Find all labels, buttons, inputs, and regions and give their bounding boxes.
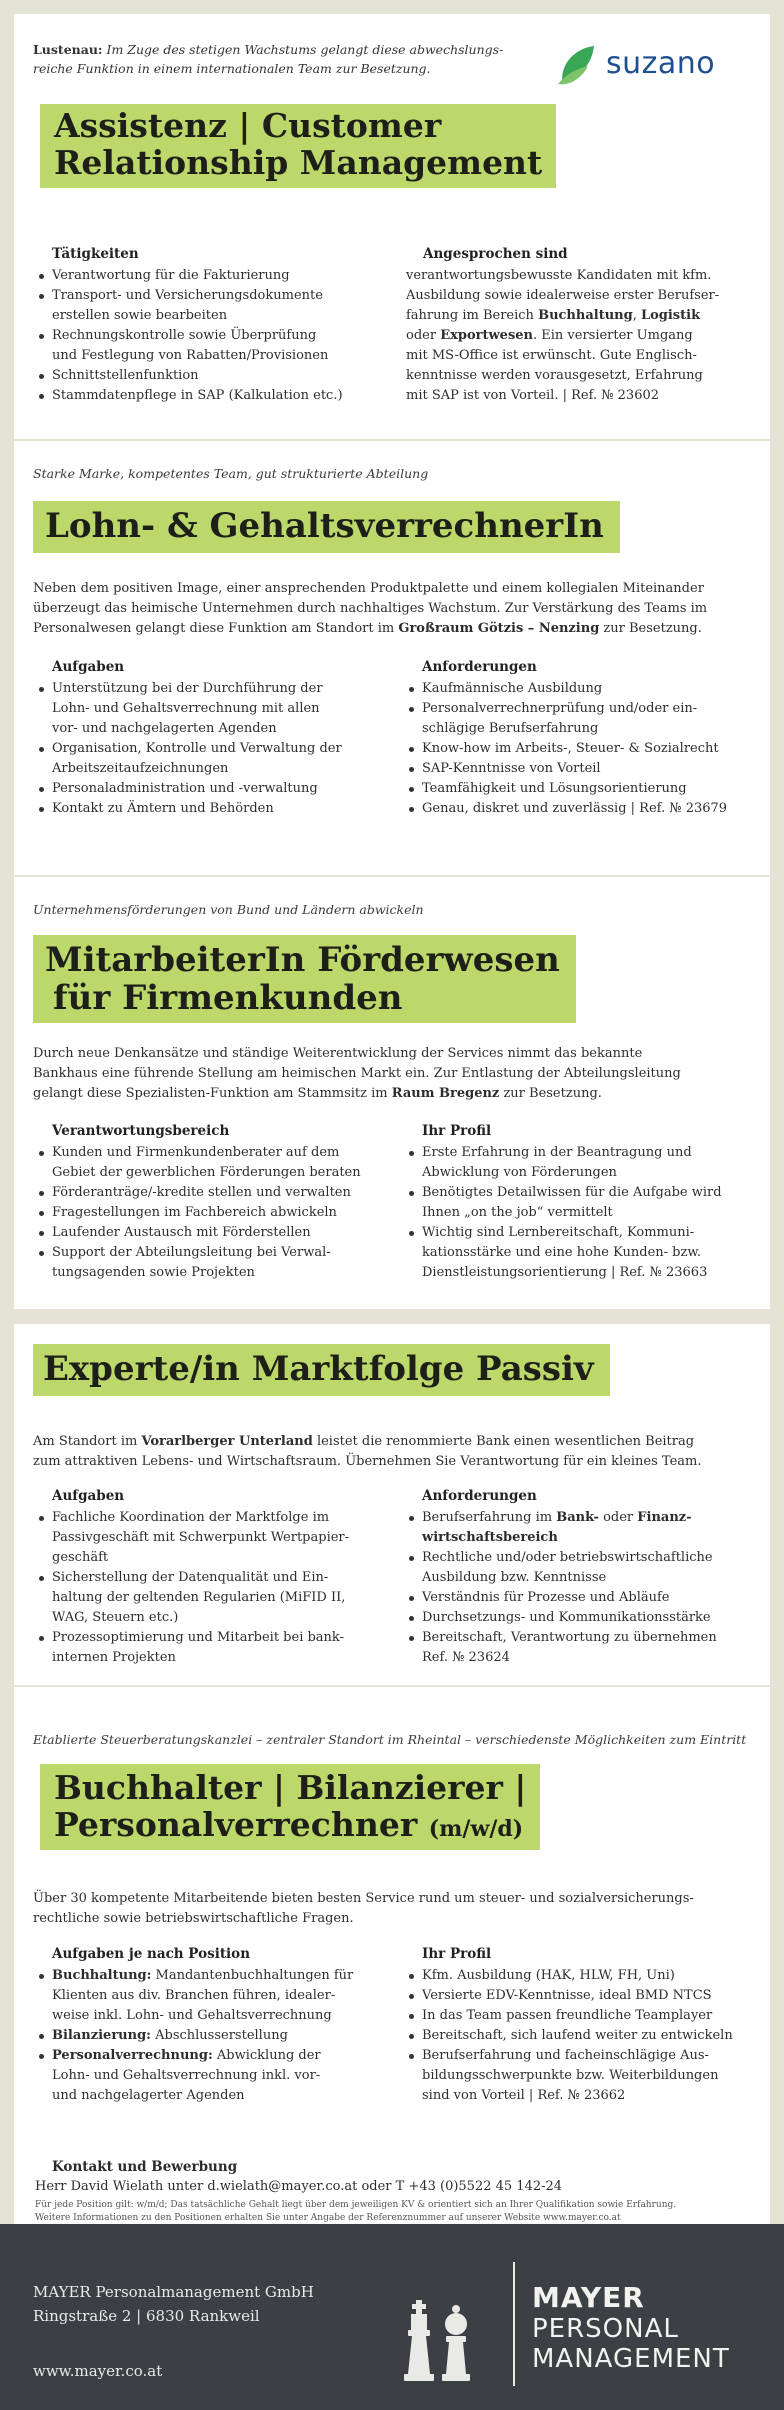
ad2-left-column	[35, 657, 365, 819]
ad5-left-title: Aufgaben je nach Position	[52, 1946, 251, 1962]
list-item: Support der Abteilungsleitung bei Verwal-	[35, 1243, 365, 1263]
list-item: Klienten aus div. Branchen führen, idealer-	[52, 1988, 336, 2003]
list-item: schlägige Berufserfahrung	[422, 721, 599, 736]
intro-line: Bankhaus eine führende Stellung am heimischen Markt ein. Zur Entlastung der Abteilungsleitung	[33, 1066, 681, 1081]
ad5-right-column	[405, 1944, 755, 2106]
list-item: weise inkl. Lohn- und Gehaltsverrechnung	[52, 2008, 332, 2023]
fine-print: Weitere Informationen zu den Positionen erhalten Sie unter Angabe der Referenznummer auf unserer Website www.mayer.co.at	[35, 2213, 621, 2223]
ad5-title-line2	[54, 1804, 526, 1844]
list-item: Ausbildung bzw. Kenntnisse	[422, 1570, 607, 1585]
ad2-intro	[33, 579, 753, 639]
ad5-intro	[33, 1889, 753, 1929]
location-bold: Vorarlberger Unterland	[141, 1434, 313, 1449]
chess-pieces-icon	[396, 2276, 476, 2386]
list-item: Transport- und Versicherungsdokumente	[35, 286, 365, 306]
ad1-intro-text: Im Zuge des stetigen Wachstums gelangt diese abwechslungs-reiche Funktion in einem internationalen Team zur Besetzung.	[33, 42, 504, 76]
text-span: Abwicklung der	[212, 2048, 321, 2063]
ad4-title: Experte/in Marktfolge Passiv	[33, 1344, 610, 1396]
list-item: internen Projekten	[52, 1650, 176, 1665]
list-item: Kaufmännische Ausbildung	[405, 679, 755, 699]
location-bold: Raum Bregenz	[391, 1086, 500, 1101]
ad1-right-column	[406, 244, 756, 406]
list-item: sind von Vorteil | Ref. № 23662	[422, 2088, 626, 2103]
list-item	[35, 2026, 365, 2046]
ad1-right-line: mit SAP ist von Vorteil. | Ref. № 23602	[406, 388, 660, 403]
bold-span: Buchhaltung	[538, 308, 633, 323]
text-span: Mandantenbuchhaltungen für	[151, 1968, 354, 1983]
ad3-right-title: Ihr Profil	[422, 1123, 492, 1139]
text-span: ,	[632, 308, 641, 323]
list-item: Teamfähigkeit und Lösungsorientierung	[405, 779, 755, 799]
bold-span: Buchhaltung:	[52, 1968, 152, 1983]
text-span: gelangt diese Spezialisten-Funktion am Stammsitz im	[33, 1086, 392, 1101]
ad2-title: Lohn- & GehaltsverrechnerIn	[33, 501, 620, 553]
list-item: Durchsetzungs- und Kommunikationsstärke	[405, 1608, 755, 1628]
text-span: . Ein versierter Umgang	[532, 328, 693, 343]
list-item: vor- und nachgelagerten Agenden	[52, 721, 277, 736]
contact-line: Herr David Wielath unter d.wielath@mayer.co.at oder T +43 (0)5522 45 142-24	[35, 2179, 563, 2194]
ad4-right-column	[405, 1486, 755, 1668]
intro-line: überzeugt das heimische Unternehmen durch nachhaltiges Wachstum. Zur Verstärkung des Teams im	[33, 601, 708, 616]
ad3-title-line1: MitarbeiterIn Förderwesen	[45, 940, 560, 980]
suzano-logo	[556, 42, 756, 92]
contact-title: Kontakt und Bewerbung	[52, 2159, 238, 2175]
list-item: kationsstärke und eine hohe Kunden- bzw.	[422, 1245, 702, 1260]
intro-line: Durch neue Denkansätze und ständige Weiterentwicklung der Services nimmt das bekannte	[33, 1046, 643, 1061]
ad1-title-line2: Relationship Management	[54, 142, 543, 182]
ad2-tagline: Starke Marke, kompetentes Team, gut strukturierte Abteilung	[33, 466, 429, 481]
ad1-left-title: Tätigkeiten	[52, 246, 139, 262]
intro-line: Neben dem positiven Image, einer ansprechenden Produktpalette und einem kollegialen Miteinander	[33, 581, 704, 596]
website-link[interactable]: www.mayer.co.at	[33, 2362, 163, 2380]
list-item: Ihnen „on the job“ vermittelt	[422, 1205, 613, 1220]
list-item	[35, 2046, 365, 2066]
list-item: In das Team passen freundliche Teamplayer	[405, 2006, 755, 2026]
suzano-leaf-icon	[556, 44, 596, 88]
list-item: Schnittstellenfunktion	[35, 366, 365, 386]
list-item: Sicherstellung der Datenqualität und Ein-	[35, 1568, 365, 1588]
intro-line	[33, 619, 753, 639]
footer	[0, 2224, 784, 2410]
fine-print: Für jede Position gilt: w/m/d; Das tatsächliche Gehalt liegt über dem jeweiligen KV & orientiert sich an Ihrer Qualifikation sowie Erfahrung.	[35, 2200, 677, 2210]
bold-span: Logistik	[640, 308, 701, 323]
ad5-right-title: Ihr Profil	[422, 1946, 492, 1962]
intro-line: zum attraktiven Lebens- und Wirtschaftsraum. Übernehmen Sie Verantwortung für ein kleines Team.	[33, 1454, 702, 1469]
list-item: Bereitschaft, sich laufend weiter zu entwickeln	[405, 2026, 755, 2046]
ad3-left-column	[35, 1121, 365, 1283]
ad3-right-column	[405, 1121, 755, 1283]
job-ad-lohn-gehalt	[14, 441, 770, 875]
list-item: Versierte EDV-Kenntnisse, ideal BMD NTCS	[405, 1986, 755, 2006]
brand-line: MANAGEMENT	[532, 2344, 730, 2374]
list-item	[405, 1528, 755, 1548]
ad1-right-line: kenntnisse werden vorausgesetzt, Erfahrung	[406, 368, 703, 383]
list-item: Dienstleistungsorientierung | Ref. № 23663	[422, 1265, 708, 1280]
list-item: Laufender Austausch mit Förderstellen	[35, 1223, 365, 1243]
ad3-title-line2: für Firmenkunden	[53, 978, 403, 1019]
company-address	[33, 2280, 314, 2328]
ad1-intro	[33, 40, 533, 78]
ad1-right-title: Angesprochen sind	[423, 246, 568, 262]
ad3-intro	[33, 1044, 753, 1104]
brand-divider	[513, 2262, 515, 2386]
list-item: Gebiet der gewerblichen Förderungen beraten	[52, 1165, 361, 1180]
ad4-intro	[33, 1432, 753, 1472]
bold-span: wirtschaftsbereich	[422, 1530, 558, 1545]
list-item: Fachliche Koordination der Marktfolge im	[35, 1508, 365, 1528]
gender-suffix: (m/w/d)	[428, 1815, 524, 1842]
list-item: bildungsschwerpunkte bzw. Weiterbildungen	[422, 2068, 719, 2083]
list-item: Abwicklung von Förderungen	[422, 1165, 617, 1180]
text-span: fahrung im Bereich	[406, 308, 539, 323]
list-item	[35, 1966, 365, 1986]
text-span: zur Besetzung.	[599, 621, 702, 636]
intro-line	[33, 1084, 753, 1104]
ad1-right-line: Ausbildung sowie idealerweise erster Berufser-	[406, 288, 720, 303]
job-ad-foerderwesen	[14, 877, 770, 1309]
ad3-left-title: Verantwortungsbereich	[52, 1123, 230, 1139]
list-item: Wichtig sind Lernbereitschaft, Kommuni-	[405, 1223, 755, 1243]
brand-line: PERSONAL	[532, 2314, 679, 2344]
list-item: Kontakt zu Ämtern und Behörden	[35, 799, 365, 819]
list-item: Fragestellungen im Fachbereich abwickeln	[35, 1203, 365, 1223]
ad1-title-line1: Assistenz | Customer	[54, 106, 442, 145]
list-item: Förderanträge/-kredite stellen und verwalten	[35, 1183, 365, 1203]
ad4-left-title: Aufgaben	[52, 1488, 125, 1504]
ad4-left-column	[35, 1486, 365, 1668]
list-item: Personaladministration und -verwaltung	[35, 779, 365, 799]
ad5-title-line1: Buchhalter | Bilanzierer |	[54, 1768, 527, 1807]
list-item: Organisation, Kontrolle und Verwaltung der	[35, 739, 365, 759]
brand-line: MAYER	[532, 2281, 645, 2314]
text-span: zur Besetzung.	[499, 1086, 602, 1101]
text-span: oder	[598, 1510, 638, 1525]
bold-span: Finanz-	[637, 1510, 692, 1525]
list-item: Arbeitszeitaufzeichnungen	[52, 761, 229, 776]
list-item: tungsagenden sowie Projekten	[52, 1265, 255, 1280]
list-item: haltung der geltenden Regularien (MiFID II,	[52, 1590, 346, 1605]
list-item: Kfm. Ausbildung (HAK, HLW, FH, Uni)	[405, 1966, 755, 1986]
list-item: Lohn- und Gehaltsverrechnung inkl. vor-	[52, 2068, 321, 2083]
ad5-tagline: Etablierte Steuerberatungskanzlei – zentraler Standort im Rheintal – verschiedenste Möglichkeiten zum Eintritt	[33, 1732, 747, 1747]
intro-line: Über 30 kompetente Mitarbeitende bieten besten Service rund um steuer- und sozialversicherungs-	[33, 1891, 694, 1906]
text-span: oder	[406, 328, 441, 343]
ad1-left-column	[35, 244, 365, 406]
text-span: Abschlusserstellung	[150, 2028, 288, 2043]
list-item: Personalverrechnerprüfung und/oder ein-	[405, 699, 755, 719]
list-item: Unterstützung bei der Durchführung der	[35, 679, 365, 699]
list-item: Lohn- und Gehaltsverrechnung mit allen	[52, 701, 320, 716]
text-span: Personalverrechner	[54, 1804, 418, 1844]
list-item: WAG, Steuern etc.)	[52, 1610, 179, 1625]
bold-span: Exportwesen	[440, 328, 533, 343]
ad1-right-line	[406, 326, 756, 346]
list-item: Stammdatenpflege in SAP (Kalkulation etc.)	[35, 386, 365, 406]
text-span: Personalwesen gelangt diese Funktion am Standort im	[33, 621, 399, 636]
text-span: Am Standort im	[33, 1434, 142, 1449]
ad4-right-title: Anforderungen	[422, 1488, 537, 1504]
ad5-title	[40, 1764, 540, 1850]
ad3-tagline: Unternehmensförderungen von Bund und Ländern abwickeln	[33, 902, 424, 917]
ad1-right-line	[406, 306, 756, 326]
ad1-right-line: verantwortungsbewusste Kandidaten mit kfm.	[406, 268, 712, 283]
list-item: Ref. № 23624	[422, 1650, 510, 1665]
list-item: Genau, diskret und zuverlässig | Ref. № 23679	[405, 799, 755, 819]
list-item: Bereitschaft, Verantwortung zu übernehmen	[405, 1628, 755, 1648]
list-item: Verständnis für Prozesse und Abläufe	[405, 1588, 755, 1608]
job-ad-assistenz	[14, 14, 770, 439]
ad1-title	[40, 104, 556, 188]
intro-line: rechtliche sowie betriebswirtschaftliche Fragen.	[33, 1911, 354, 1926]
ad3-title	[33, 935, 576, 1023]
job-ad-buchhalter	[14, 1687, 770, 2224]
list-item: und nachgelagerter Agenden	[52, 2088, 245, 2103]
ad1-right-line: mit MS-Office ist erwünscht. Gute Englisch-	[406, 348, 697, 363]
company-street: Ringstraße 2 | 6830 Rankweil	[33, 2307, 260, 2325]
mayer-logo	[532, 2282, 730, 2374]
ad2-right-column	[405, 657, 755, 819]
list-item: Know-how im Arbeits-, Steuer- & Sozialrecht	[405, 739, 755, 759]
job-ad-marktfolge	[14, 1324, 770, 1685]
text-span: Berufserfahrung im	[422, 1510, 557, 1525]
text-span: leistet die renommierte Bank einen wesentlichen Beitrag	[312, 1434, 695, 1449]
list-item: Rechnungskontrolle sowie Überprüfung	[35, 326, 365, 346]
ad2-right-title: Anforderungen	[422, 659, 537, 675]
list-item: geschäft	[52, 1550, 109, 1565]
suzano-wordmark: suzano	[606, 46, 716, 81]
list-item	[405, 1508, 755, 1528]
list-item: Verantwortung für die Fakturierung	[35, 266, 365, 286]
list-item: Berufserfahrung und facheinschlägige Aus-	[405, 2046, 755, 2066]
list-item: Benötigtes Detailwissen für die Aufgabe wird	[405, 1183, 755, 1203]
contact-section	[35, 2157, 755, 2225]
list-item: Rechtliche und/oder betriebswirtschaftliche	[405, 1548, 755, 1568]
ad5-left-column	[35, 1944, 365, 2106]
company-name: MAYER Personalmanagement GmbH	[33, 2283, 314, 2301]
list-item: SAP-Kenntnisse von Vorteil	[405, 759, 755, 779]
ad2-left-title: Aufgaben	[52, 659, 125, 675]
bold-span: Bilanzierung:	[52, 2028, 151, 2043]
list-item: Erste Erfahrung in der Beantragung und	[405, 1143, 755, 1163]
list-item: und Festlegung von Rabatten/Provisionen	[52, 348, 329, 363]
list-item: Prozessoptimierung und Mitarbeit bei bank-	[35, 1628, 365, 1648]
list-item: erstellen sowie bearbeiten	[52, 308, 228, 323]
list-item: Passivgeschäft mit Schwerpunkt Wertpapier-	[52, 1530, 350, 1545]
bold-span: Bank-	[556, 1510, 599, 1525]
ad1-intro-location: Lustenau:	[33, 42, 103, 57]
intro-line	[33, 1432, 753, 1452]
location-bold: Großraum Götzis – Nenzing	[398, 621, 600, 636]
bold-span: Personalverrechnung:	[52, 2048, 213, 2063]
list-item: Kunden und Firmenkundenberater auf dem	[35, 1143, 365, 1163]
